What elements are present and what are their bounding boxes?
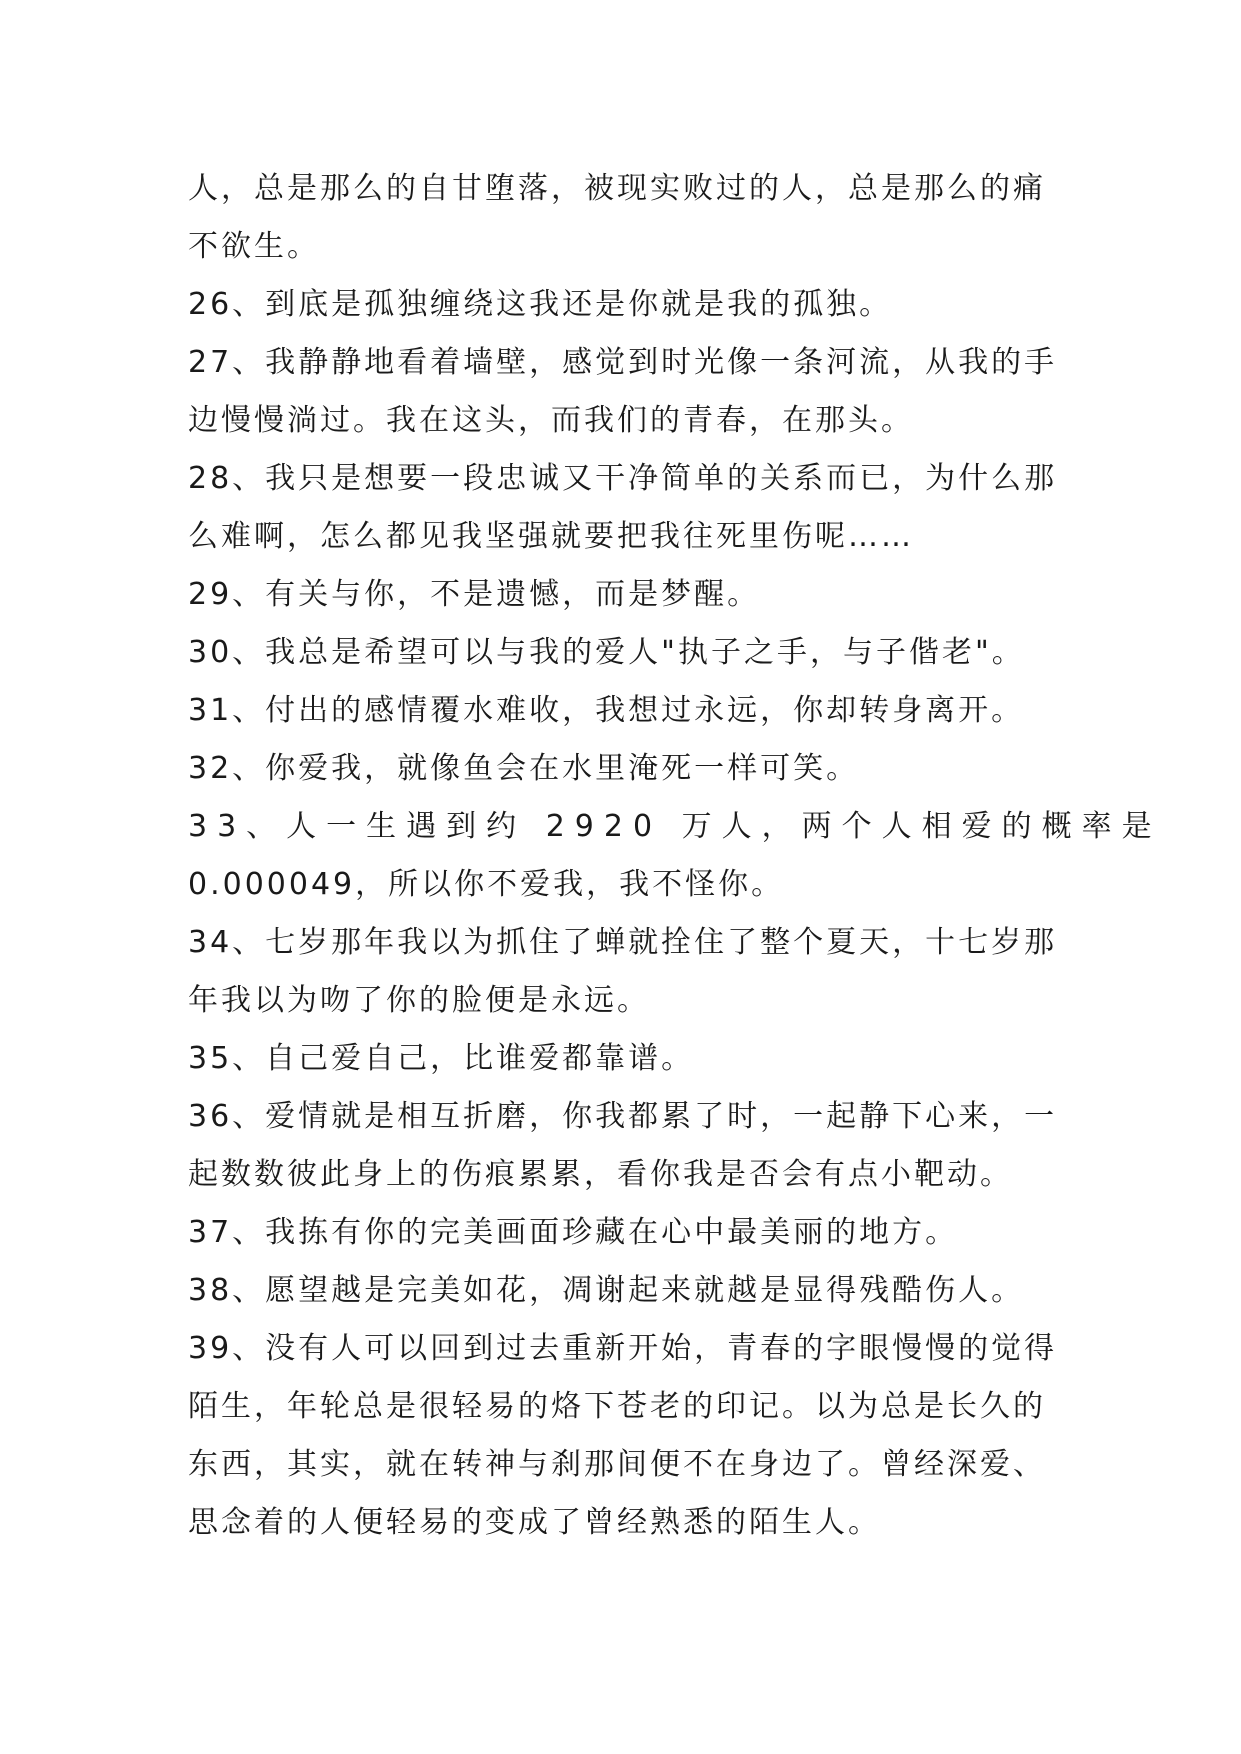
text-line: 东西，其实，就在转神与刹那间便不在身边了。曾经深爱、 (188, 1447, 1046, 1482)
text-line: 39、没有人可以回到过去重新开始，青春的字眼慢慢的觉得 (188, 1331, 1058, 1366)
text-line: 26、到底是孤独缠绕这我还是你就是我的孤独。 (188, 287, 893, 322)
text-line: 36、爱情就是相互折磨，你我都累了时，一起静下心来，一 (188, 1099, 1058, 1134)
text-line: 边慢慢淌过。我在这头，而我们的青春，在那头。 (188, 403, 914, 438)
text-line: 人，总是那么的自甘堕落，被现实败过的人，总是那么的痛 (188, 171, 1046, 206)
text-line: 33、人一生遇到约 2920 万人，两个人相爱的概率是 (188, 809, 1162, 844)
text-line: 不欲生。 (188, 229, 320, 264)
text-line: 31、付出的感情覆水难收，我想过永远，你却转身离开。 (188, 693, 1025, 728)
text-line: 32、你爱我，就像鱼会在水里淹死一样可笑。 (188, 751, 860, 786)
text-line: 思念着的人便轻易的变成了曾经熟悉的陌生人。 (188, 1505, 881, 1540)
text-line: 28、我只是想要一段忠诚又干净简单的关系而已，为什么那 (188, 461, 1058, 496)
text-line: 30、我总是希望可以与我的爱人"执子之手，与子偕老"。 (188, 635, 1025, 670)
text-line: 34、七岁那年我以为抓住了蝉就拴住了整个夏天，十七岁那 (188, 925, 1058, 960)
body-text (188, 160, 1162, 1552)
text-line: 35、自己爱自己，比谁爱都靠谱。 (188, 1041, 695, 1076)
text-line: 27、我静静地看着墙壁，感觉到时光像一条河流，从我的手 (188, 345, 1058, 380)
text-line: 0.000049，所以你不爱我，我不怪你。 (188, 867, 785, 902)
text-line: 起数数彼此身上的伤痕累累，看你我是否会有点小靶动。 (188, 1157, 1013, 1192)
text-line: 年我以为吻了你的脸便是永远。 (188, 983, 650, 1018)
text-line: 陌生，年轮总是很轻易的烙下苍老的印记。以为总是长久的 (188, 1389, 1046, 1424)
text-line: 29、有关与你，不是遗憾，而是梦醒。 (188, 577, 761, 612)
text-line: 么难啊，怎么都见我坚强就要把我往死里伤呢…… (188, 519, 914, 554)
text-line: 37、我拣有你的完美画面珍藏在心中最美丽的地方。 (188, 1215, 959, 1250)
text-line: 38、愿望越是完美如花，凋谢起来就越是显得残酷伤人。 (188, 1273, 1025, 1308)
